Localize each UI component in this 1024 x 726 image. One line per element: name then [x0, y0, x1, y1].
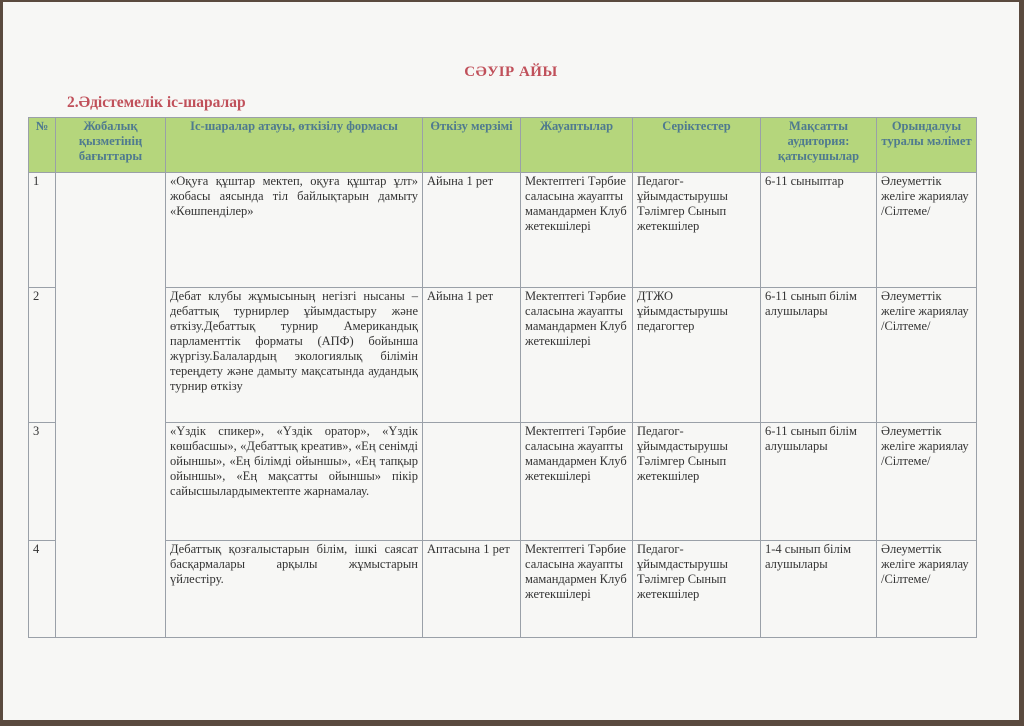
cell-term: Айына 1 рет: [423, 288, 521, 423]
table-row: [29, 423, 977, 541]
cell-audience: 1-4 сынып білім алушылары: [761, 541, 877, 638]
cell-responsible: Мектептегі Тәрбие саласына жауапты мамандармен Клуб жетекшілері: [521, 288, 633, 423]
cell-event: Дебат клубы жұмысының негізгі нысаны – дебаттық турнирлер ұйымдастыру және өткізу.Дебаттық турнир Американдық парламенттік форматы (АПФ) бойынша жүргізу.Балалардың экологиялық білімін тереңдету және дамыту мақсатында аудандық турнир өткізу: [166, 288, 423, 423]
document-page: [3, 2, 1019, 720]
cell-responsible: Мектептегі Тәрбие саласына жауапты мамандармен Клуб жетекшілері: [521, 173, 633, 288]
cell-partners: Педагог-ұйымдастырушы Тәлімгер Сынып жетекшілер: [633, 423, 761, 541]
cell-event: «Үздік спикер», «Үздік оратор», «Үздік көшбасшы», «Дебаттық креатив», «Ең сенімді ойыншы», «Ең білімді ойыншы», «Ең тапқыр ойыншы», «Ең мақсатты ойыншы» пікір сайысшылардымектепте жарнамалау.: [166, 423, 423, 541]
cell-term: [423, 423, 521, 541]
cell-info: Әлеуметтік желіге жариялау /Сілтеме/: [877, 541, 977, 638]
header-info: Орындалуы туралы мәлімет: [877, 118, 977, 173]
table-row: [29, 288, 977, 423]
cell-event: «Оқуға құштар мектеп, оқуға құштар ұлт» жобасы аясында тіл байлықтарын дамыту «Көшпенділер»: [166, 173, 423, 288]
header-term: Өткізу мерзімі: [423, 118, 521, 173]
table-row: [29, 541, 977, 638]
cell-responsible: Мектептегі Тәрбие саласына жауапты мамандармен Клуб жетекшілері: [521, 423, 633, 541]
cell-info: Әлеуметтік желіге жариялау /Сілтеме/: [877, 423, 977, 541]
cell-event: Дебаттық қозғалыстарын білім, ішкі саясат басқармалары арқылы жұмыстарын үйлестіру.: [166, 541, 423, 638]
table-row: [29, 173, 977, 288]
cell-info: Әлеуметтік желіге жариялау /Сілтеме/: [877, 288, 977, 423]
header-audience: Мақсатты аудитория: қатысушылар: [761, 118, 877, 173]
cell-num: 2: [29, 288, 56, 423]
header-direction: Жобалық қызметінің бағыттары: [56, 118, 166, 173]
header-num: №: [29, 118, 56, 173]
section-heading: 2.Әдістемелік іс-шаралар: [67, 94, 246, 111]
cell-audience: 6-11 сыныптар: [761, 173, 877, 288]
page-title: СӘУІР АЙЫ: [464, 64, 558, 80]
cell-num: 3: [29, 423, 56, 541]
cell-partners: Педагог-ұйымдастырушы Тәлімгер Сынып жетекшілер: [633, 173, 761, 288]
cell-audience: 6-11 сынып білім алушылары: [761, 288, 877, 423]
cell-audience: 6-11 сынып білім алушылары: [761, 423, 877, 541]
header-partners: Серіктестер: [633, 118, 761, 173]
cell-direction: [56, 173, 166, 638]
events-table: [28, 117, 977, 638]
cell-partners: Педагог-ұйымдастырушы Тәлімгер Сынып жетекшілер: [633, 541, 761, 638]
table-header: [29, 118, 977, 173]
cell-partners: ДТЖО ұйымдастырушы педагогтер: [633, 288, 761, 423]
cell-responsible: Мектептегі Тәрбие саласына жауапты мамандармен Клуб жетекшілері: [521, 541, 633, 638]
header-responsible: Жауаптылар: [521, 118, 633, 173]
cell-term: Айына 1 рет: [423, 173, 521, 288]
cell-num: 4: [29, 541, 56, 638]
cell-term: Аптасына 1 рет: [423, 541, 521, 638]
cell-info: Әлеуметтік желіге жариялау /Сілтеме/: [877, 173, 977, 288]
header-event: Іс-шаралар атауы, өткізілу формасы: [166, 118, 423, 173]
cell-num: 1: [29, 173, 56, 288]
